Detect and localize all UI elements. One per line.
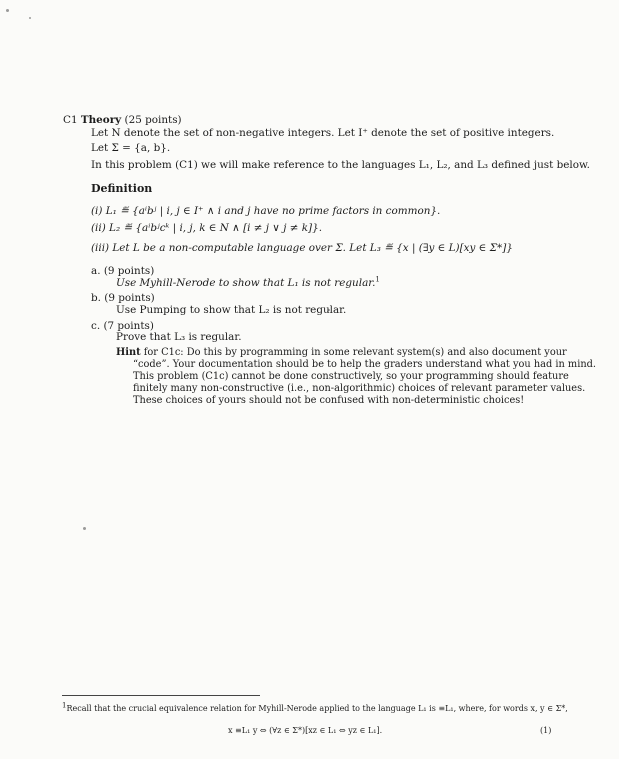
- part-a-text: [116, 277, 380, 290]
- hint-text: for C1c: Do this by programming in some relevant system(s) and also document your: [143, 347, 567, 358]
- footnote-divider: [62, 695, 260, 696]
- hint-line: finitely many non-constructive (i.e., non-algorithmic) choices of relevant parameter values.: [133, 383, 586, 394]
- part-c-text: Prove that L₃ is regular.: [116, 331, 242, 343]
- equation-number: (1): [540, 726, 552, 735]
- footnote-equation: x ≡L₁ y ⇔ (∀z ∈ Σ*)[xz ∈ L₁ ⇔ yz ∈ L₁].: [228, 726, 383, 735]
- section-title: Theory: [80, 114, 122, 126]
- scan-speck: [83, 527, 86, 530]
- footnote-mark: 1: [62, 701, 67, 710]
- footnote-text-line: [62, 702, 568, 715]
- section-points: (25 points): [124, 114, 182, 126]
- footnote-text: Recall that the crucial equivalence relation for Myhill-Nerode applied to the language L₁ is ≡L₁, where, for words x, y ∈ Σ*,: [66, 704, 568, 713]
- footnote-mark: 1: [375, 275, 380, 284]
- part-text: Use Myhill-Nerode to show that L₁ is not regular.: [116, 277, 376, 289]
- hint-label: Hint: [116, 347, 141, 358]
- part-label: a.: [91, 265, 101, 277]
- intro-line: Let Σ = {a, b}.: [91, 142, 171, 154]
- scan-speck: [29, 17, 31, 19]
- hint-line: “code”. Your documentation should be to help the graders understand what you had in mind.: [133, 359, 597, 370]
- section-header: [63, 114, 182, 127]
- section-number: C1: [63, 114, 78, 126]
- hint-line: These choices of yours should not be confused with non-deterministic choices!: [133, 395, 525, 406]
- definition-item: (iii) Let L be a non-computable language over Σ. Let L₃ ≝ {x | (∃y ∈ L)[xy ∈ Σ*]}: [91, 242, 513, 254]
- part-b-text: Use Pumping to show that L₂ is not regular.: [116, 304, 347, 316]
- definition-item: (ii) L₂ ≝ {aⁱbʲcᵏ | i, j, k ∈ N ∧ [i ≠ j ∨ j ≠ k]}.: [91, 222, 323, 234]
- definition-item: (i) L₁ ≝ {aⁱbʲ | i, j ∈ I⁺ ∧ i and j have no prime factors in common}.: [91, 205, 441, 217]
- scan-speck: [6, 9, 9, 12]
- part-label: b.: [91, 292, 101, 304]
- intro-line: In this problem (C1) we will make reference to the languages L₁, L₂, and L₃ defined just below.: [91, 159, 590, 171]
- part-points: (7 points): [103, 320, 154, 332]
- part-points: (9 points): [104, 292, 155, 304]
- part-points: (9 points): [103, 265, 155, 277]
- part-label: c.: [91, 320, 101, 332]
- hint-line: This problem (C1c) cannot be done constructively, so your programming should feature: [133, 371, 569, 382]
- intro-line: Let N denote the set of non-negative integers. Let I⁺ denote the set of positive integers.: [91, 127, 555, 139]
- definition-heading: Definition: [91, 182, 153, 195]
